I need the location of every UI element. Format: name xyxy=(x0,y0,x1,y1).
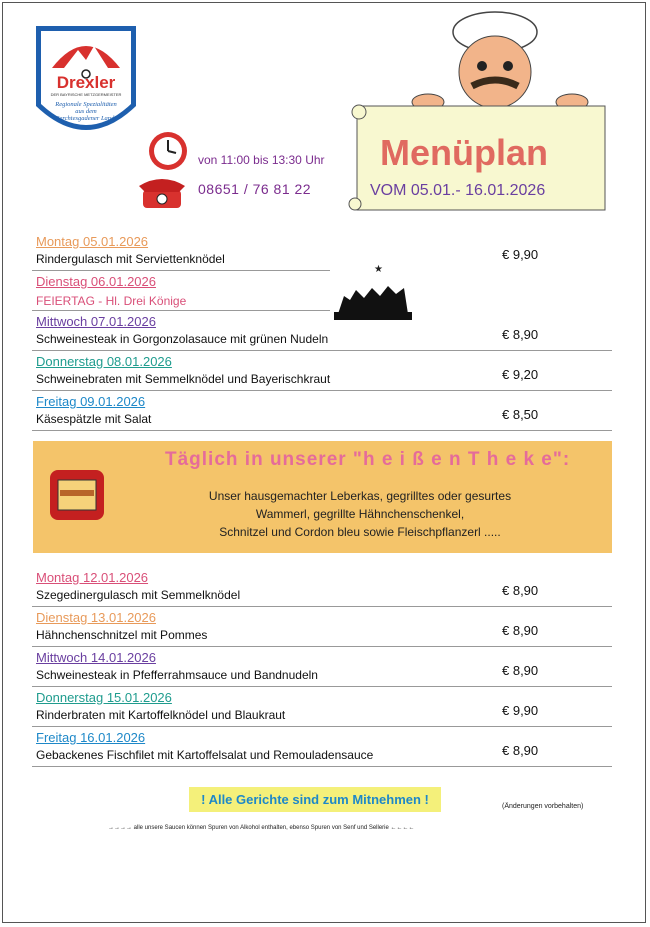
menu-week-1 xyxy=(32,232,612,432)
drexler-logo xyxy=(30,18,142,150)
day-label: Dienstag 13.01.2026 xyxy=(36,610,156,625)
day-label: Mittwoch 07.01.2026 xyxy=(36,314,156,329)
dish-name: Hähnchenschnitzel mit Pommes xyxy=(36,628,208,642)
divider xyxy=(32,310,330,311)
divider xyxy=(32,350,612,351)
date-range: VOM 05.01.- 16.01.2026 xyxy=(370,182,546,199)
dish-price: € 9,90 xyxy=(502,247,539,262)
oven-illustration xyxy=(46,464,108,526)
opening-hours: von 11:00 bis 13:30 Uhr xyxy=(198,153,325,167)
description-line: Unser hausgemachter Leberkas, gegrilltes oder gesurtes xyxy=(208,489,512,503)
dish-price: € 8,90 xyxy=(502,663,539,678)
list-item xyxy=(32,608,612,648)
dish-name: Szegedinergulasch mit Semmelknödel xyxy=(36,588,241,602)
divider xyxy=(32,686,612,687)
hot-counter-title: Täglich in unserer "h e i ß e n T h e k e": xyxy=(165,449,571,470)
divider xyxy=(32,606,612,607)
takeaway-banner: ! Alle Gerichte sind zum Mitnehmen ! xyxy=(189,787,441,812)
dish-name: Rinderbraten mit Kartoffelknödel und Blaukraut xyxy=(36,708,286,722)
list-item xyxy=(32,312,612,352)
list-item xyxy=(32,688,612,728)
list-item xyxy=(32,232,612,272)
divider xyxy=(32,270,330,271)
allergen-note: →→→→ alle unsere Saucen können Spuren von Alkohol enthalten, ebenso Spuren von Senf und Sellerie ←←←← xyxy=(108,825,415,831)
dish-name: Schweinesteak in Gorgonzolasauce mit grünen Nudeln xyxy=(36,332,329,346)
holiday-note: FEIERTAG - Hl. Drei Könige xyxy=(36,294,187,308)
divider xyxy=(32,430,612,431)
page-title: Menüplan xyxy=(380,132,548,173)
phone-number: 08651 / 76 81 22 xyxy=(198,181,312,197)
divider xyxy=(32,390,612,391)
day-label: Freitag 16.01.2026 xyxy=(36,730,146,745)
svg-text:Regionale Spezialitäten: Regionale Spezialitäten xyxy=(55,101,117,108)
dish-name: Käsespätzle mit Salat xyxy=(36,412,152,426)
svg-text:Berchtesgadener Land!: Berchtesgadener Land! xyxy=(55,115,117,122)
dish-name: Rindergulasch mit Serviettenknödel xyxy=(36,252,225,266)
changes-reserved-note: (Änderungen vorbehalten) xyxy=(502,803,584,810)
dish-price: € 9,90 xyxy=(502,703,539,718)
dish-price: € 8,90 xyxy=(502,623,539,638)
description-line: Schnitzel und Cordon bleu sowie Fleischpflanzerl ..... xyxy=(219,525,501,539)
chef-illustration xyxy=(400,10,615,110)
svg-text:Drexler: Drexler xyxy=(56,73,116,92)
hot-counter-description xyxy=(140,487,580,541)
list-item xyxy=(32,648,612,688)
dish-name: Gebackenes Fischfilet mit Kartoffelsalat und Remouladensauce xyxy=(36,748,374,762)
dish-price: € 8,90 xyxy=(502,583,539,598)
day-label: Montag 05.01.2026 xyxy=(36,234,149,249)
day-label: Mittwoch 14.01.2026 xyxy=(36,650,156,665)
dish-name: Schweinebraten mit Semmelknödel und Bayerischkraut xyxy=(36,372,331,386)
dish-price: € 8,90 xyxy=(502,327,539,342)
divider xyxy=(32,646,612,647)
list-item xyxy=(32,568,612,608)
dish-price: € 9,20 xyxy=(502,367,539,382)
list-item xyxy=(32,728,612,768)
day-label: Dienstag 06.01.2026 xyxy=(36,274,156,289)
three-kings-silhouette xyxy=(334,262,412,322)
telephone-icon xyxy=(133,172,191,210)
dish-price: € 8,50 xyxy=(502,407,539,422)
divider xyxy=(32,726,612,727)
menu-week-2 xyxy=(32,568,612,768)
day-label: Donnerstag 15.01.2026 xyxy=(36,690,172,705)
list-item xyxy=(32,392,612,432)
svg-text:DER BAYRISCHE METZGERMEISTER: DER BAYRISCHE METZGERMEISTER xyxy=(50,92,122,97)
svg-text:aus dem: aus dem xyxy=(75,108,97,115)
dish-price: € 8,90 xyxy=(502,743,539,758)
day-label: Donnerstag 08.01.2026 xyxy=(36,354,172,369)
day-label: Montag 12.01.2026 xyxy=(36,570,149,585)
divider xyxy=(32,766,612,767)
clock-icon xyxy=(147,130,189,172)
list-item xyxy=(32,352,612,392)
svg-text:★: ★ xyxy=(374,264,383,275)
dish-name: Schweinesteak in Pfefferrahmsauce und Bandnudeln xyxy=(36,668,318,682)
day-label: Freitag 09.01.2026 xyxy=(36,394,146,409)
list-item xyxy=(32,272,612,312)
description-line: Wammerl, gegrillte Hähnchenschenkel, xyxy=(255,507,465,521)
